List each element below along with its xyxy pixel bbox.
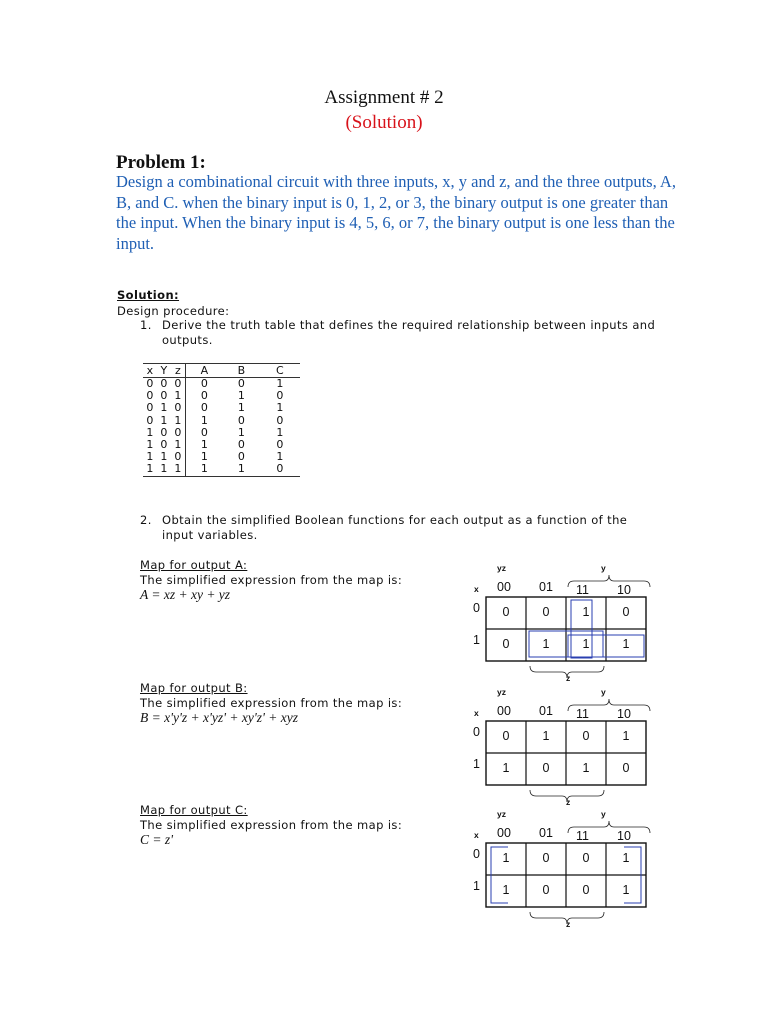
column-label-10: 10 bbox=[617, 583, 631, 597]
y-label: y bbox=[601, 687, 606, 697]
cell-y: 0 bbox=[160, 389, 168, 403]
cell-x: 1 bbox=[146, 438, 154, 452]
header-x: x bbox=[143, 364, 157, 378]
x-label: x bbox=[474, 830, 479, 840]
map-cell: 1 bbox=[622, 851, 630, 865]
cell-b: 1 bbox=[223, 463, 260, 476]
cell-c: 0 bbox=[276, 413, 284, 427]
map-cell: 0 bbox=[622, 761, 630, 775]
cell-y: 1 bbox=[160, 413, 168, 427]
map-cell: 0 bbox=[582, 729, 590, 743]
problem-heading: Problem 1: bbox=[116, 152, 206, 173]
yz-label: yz bbox=[497, 687, 506, 697]
column-label-11: 11 bbox=[576, 707, 589, 721]
z-label: z bbox=[566, 919, 571, 929]
column-label-10: 10 bbox=[617, 829, 631, 843]
map-cell: 0 bbox=[582, 883, 590, 897]
header-y: Y bbox=[157, 364, 171, 378]
table-row bbox=[143, 402, 300, 414]
column-label-01: 01 bbox=[539, 580, 553, 594]
map-cell: 0 bbox=[542, 761, 550, 775]
cell-y: 1 bbox=[160, 450, 168, 464]
cell-a: 0 bbox=[200, 389, 209, 403]
document-title: Assignment # 2 bbox=[324, 87, 444, 108]
yz-label: yz bbox=[497, 563, 506, 573]
map-b-title: Map for output B: bbox=[140, 681, 248, 695]
x-label: x bbox=[474, 708, 479, 718]
cell-a: 1 bbox=[200, 413, 209, 427]
design-procedure-label: Design procedure: bbox=[117, 304, 230, 318]
cell-c: 1 bbox=[276, 401, 284, 415]
row-label-0: 0 bbox=[473, 847, 480, 861]
header-a: A bbox=[186, 364, 224, 378]
step-1-text: Derive the truth table that defines the required relationship between inputs and outputs. bbox=[162, 318, 656, 347]
cell-y: 1 bbox=[157, 463, 171, 476]
map-cell: 0 bbox=[542, 851, 550, 865]
problem-statement: Design a combinational circuit with three inputs, x, y and z, and the three outputs, A, B, and C. when the binary input is 0, 1, 2, or 3, the binary output is one greater than the input. When the binary input is 4, 5, 6, or 7, the binary output is one less than the input. bbox=[116, 172, 676, 253]
cell-b: 1 bbox=[237, 425, 246, 439]
column-label-01: 01 bbox=[539, 826, 553, 840]
row-label-0: 0 bbox=[473, 725, 480, 739]
z-label: z bbox=[566, 797, 571, 807]
y-label: y bbox=[601, 563, 606, 573]
cell-c: 1 bbox=[276, 377, 284, 391]
cell-c: 0 bbox=[276, 389, 284, 403]
map-cell: 0 bbox=[582, 851, 590, 865]
map-cell: 0 bbox=[502, 637, 510, 651]
header-b: B bbox=[223, 364, 260, 378]
cell-b: 0 bbox=[237, 377, 246, 391]
cell-z: 1 bbox=[171, 390, 186, 402]
map-c-expression: C = z' bbox=[140, 832, 174, 847]
column-label-11: 11 bbox=[576, 829, 589, 843]
cell-x: 1 bbox=[146, 450, 154, 464]
step-2-number: 2. bbox=[140, 513, 152, 527]
row-label-1: 1 bbox=[473, 633, 480, 647]
cell-x: 0 bbox=[146, 413, 154, 427]
column-label-10: 10 bbox=[617, 707, 631, 721]
cell-a: 0 bbox=[200, 401, 209, 415]
karnaugh-map-b bbox=[462, 684, 662, 806]
karnaugh-map-c bbox=[462, 806, 662, 928]
truth-table bbox=[143, 363, 300, 477]
column-label-11: 11 bbox=[576, 583, 589, 597]
map-cell: 0 bbox=[502, 605, 510, 619]
header-z: z bbox=[171, 364, 186, 378]
cell-b: 1 bbox=[237, 401, 246, 415]
row-label-1: 1 bbox=[473, 879, 480, 893]
map-cell: 1 bbox=[502, 851, 510, 865]
cell-z: 1 bbox=[171, 463, 186, 476]
kmap-grid bbox=[462, 560, 662, 682]
cell-x: 1 bbox=[146, 425, 154, 439]
cell-x: 0 bbox=[146, 401, 154, 415]
cell-z: 0 bbox=[171, 451, 186, 463]
map-cell: 1 bbox=[622, 637, 630, 651]
map-cell: 1 bbox=[622, 729, 630, 743]
map-a-expression: A = xz + xy + yz bbox=[140, 587, 231, 602]
cell-x: 0 bbox=[146, 377, 154, 391]
map-c-title: Map for output C: bbox=[140, 803, 248, 817]
y-label: y bbox=[601, 809, 606, 819]
cell-z: 0 bbox=[171, 378, 186, 391]
cell-z: 0 bbox=[171, 402, 186, 414]
map-b-expression: B = x'y'z + x'yz' + xy'z' + xyz bbox=[140, 710, 298, 725]
column-label-00: 00 bbox=[497, 580, 511, 594]
map-cell: 1 bbox=[502, 883, 510, 897]
cell-b: 0 bbox=[237, 438, 246, 452]
table-row bbox=[143, 378, 300, 391]
kmap-grid bbox=[462, 806, 662, 928]
column-label-01: 01 bbox=[539, 704, 553, 718]
truth-table-header bbox=[143, 364, 300, 378]
cell-b: 0 bbox=[237, 450, 246, 464]
cell-c: 0 bbox=[260, 463, 300, 476]
map-c-description: The simplified expression from the map is: bbox=[140, 818, 403, 832]
cell-a: 0 bbox=[200, 425, 209, 439]
map-b-section bbox=[140, 681, 402, 726]
kmap-grid bbox=[462, 684, 662, 806]
yz-label: yz bbox=[497, 809, 506, 819]
cell-y: 0 bbox=[160, 377, 168, 391]
step-1-number: 1. bbox=[140, 318, 152, 332]
map-a-title: Map for output A: bbox=[140, 558, 248, 572]
map-cell: 0 bbox=[542, 605, 550, 619]
cell-y: 0 bbox=[160, 425, 168, 439]
cell-c: 1 bbox=[276, 450, 284, 464]
map-cell: 0 bbox=[502, 729, 510, 743]
row-label-0: 0 bbox=[473, 601, 480, 615]
cell-z: 1 bbox=[171, 415, 186, 427]
cell-c: 1 bbox=[276, 425, 284, 439]
column-label-00: 00 bbox=[497, 826, 511, 840]
map-cell: 1 bbox=[582, 761, 590, 775]
step-2-text: Obtain the simplified Boolean functions for each output as a function of the input variables. bbox=[162, 513, 628, 542]
cell-y: 0 bbox=[160, 438, 168, 452]
cell-z: 0 bbox=[171, 427, 186, 439]
document-subtitle: (Solution) bbox=[345, 112, 423, 133]
cell-a: 1 bbox=[200, 438, 209, 452]
cell-a: 1 bbox=[186, 463, 224, 476]
cell-a: 1 bbox=[200, 450, 209, 464]
table-row bbox=[143, 463, 300, 476]
map-cell: 1 bbox=[542, 729, 550, 743]
map-cell: 1 bbox=[582, 605, 590, 619]
map-a-section bbox=[140, 558, 402, 603]
cell-b: 0 bbox=[237, 413, 246, 427]
cell-y: 1 bbox=[160, 401, 168, 415]
x-label: x bbox=[474, 584, 479, 594]
map-cell: 1 bbox=[582, 637, 590, 651]
header-c: C bbox=[260, 364, 300, 378]
table-row bbox=[143, 415, 300, 427]
solution-heading: Solution: bbox=[117, 288, 180, 302]
z-label: z bbox=[566, 673, 571, 683]
map-cell: 1 bbox=[622, 883, 630, 897]
row-label-1: 1 bbox=[473, 757, 480, 771]
map-b-description: The simplified expression from the map is: bbox=[140, 696, 403, 710]
map-c-section bbox=[140, 803, 402, 848]
map-cell: 0 bbox=[622, 605, 630, 619]
cell-x: 0 bbox=[146, 389, 154, 403]
cell-a: 0 bbox=[200, 377, 209, 391]
column-label-00: 00 bbox=[497, 704, 511, 718]
map-a-description: The simplified expression from the map is: bbox=[140, 573, 403, 587]
cell-z: 1 bbox=[171, 439, 186, 451]
map-cell: 1 bbox=[502, 761, 510, 775]
karnaugh-map-a bbox=[462, 560, 662, 682]
cell-c: 0 bbox=[276, 438, 284, 452]
cell-x: 1 bbox=[143, 463, 157, 476]
cell-b: 1 bbox=[237, 389, 246, 403]
map-cell: 0 bbox=[542, 883, 550, 897]
map-cell: 1 bbox=[542, 637, 550, 651]
